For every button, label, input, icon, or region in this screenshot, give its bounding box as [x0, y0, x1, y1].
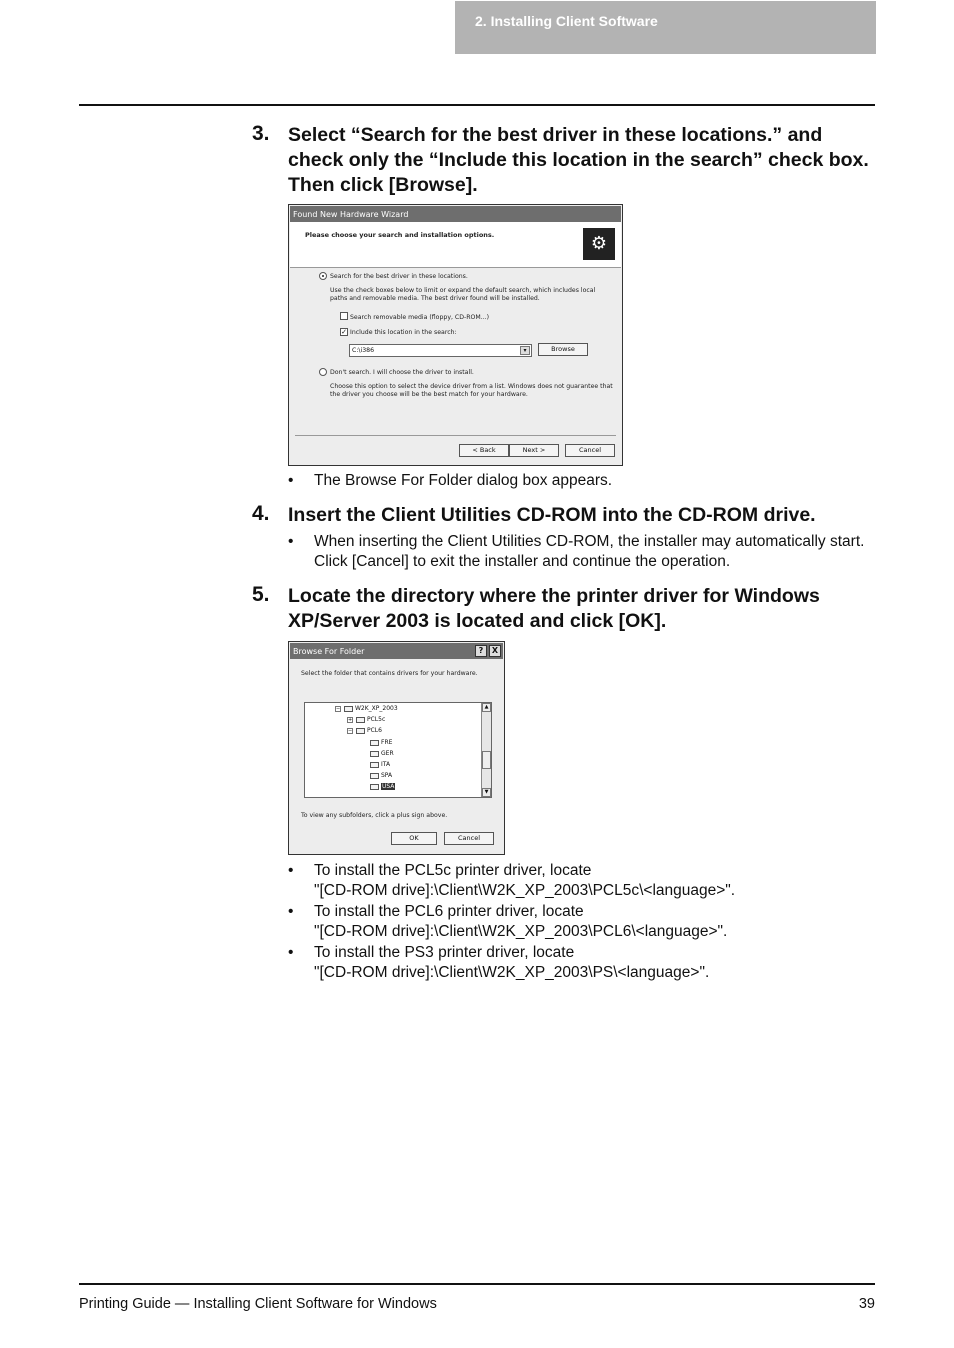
tree-node-w2k-xp-2003[interactable]: − W2K_XP_2003 [336, 705, 398, 712]
help-icon[interactable]: ? [475, 645, 487, 657]
option-search-desc: Use the check boxes below to limit or expand the default search, which includes local paths and removable media. The best driver found will be installed. [330, 287, 596, 302]
browse-hint: To view any subfolders, click a plus sign above. [301, 812, 448, 819]
bullet-line-2: "[CD-ROM drive]:\Client\W2K_XP_2003\PS\<language>". [314, 964, 710, 981]
bullet-line-1: To install the PCL5c printer driver, locate [314, 862, 592, 879]
hardware-wizard-icon: ⚙ [583, 228, 615, 260]
tree-node-usa[interactable]: USA [370, 782, 395, 791]
wizard-header-panel [290, 222, 621, 268]
footer-title: Printing Guide — Installing Client Software for Windows [79, 1296, 437, 1312]
step-3-number: 3. [252, 122, 270, 145]
wizard-titlebar: Found New Hardware Wizard [290, 206, 621, 222]
folder-icon [344, 706, 353, 712]
chevron-down-icon[interactable]: ▾ [520, 346, 530, 355]
step-5-number: 5. [252, 583, 270, 606]
bullet-pcl5c [288, 861, 878, 901]
tree-scrollbar[interactable] [481, 703, 491, 797]
browse-instruction: Select the folder that contains drivers for your hardware. [301, 670, 478, 677]
tree-node-ita[interactable]: ITA [370, 760, 390, 769]
step-4-number: 4. [252, 502, 270, 525]
bullet-line-1: To install the PCL6 printer driver, locate [314, 903, 584, 920]
tree-node-ger[interactable]: GER [370, 749, 394, 758]
found-new-hardware-wizard-screenshot [288, 204, 623, 466]
path-combo[interactable] [349, 344, 532, 357]
folder-icon [370, 773, 379, 779]
bullet-marker: • [288, 903, 294, 920]
checkbox-removable-media[interactable] [340, 312, 348, 320]
radio-dont-search[interactable] [319, 368, 327, 376]
wizard-heading: Please choose your search and installation options. [305, 231, 495, 239]
bullet-line-1: To install the PS3 printer driver, locate [314, 944, 575, 961]
radio-search-best[interactable] [319, 272, 327, 280]
folder-icon [370, 740, 379, 746]
bullet-line-2: "[CD-ROM drive]:\Client\W2K_XP_2003\PCL6\<language>". [314, 923, 728, 940]
browse-button[interactable]: Browse [538, 343, 588, 356]
bullet-marker: • [288, 944, 294, 961]
bullet-line-2: "[CD-ROM drive]:\Client\W2K_XP_2003\PCL5c\<language>". [314, 882, 736, 899]
next-button[interactable]: Next > [509, 444, 559, 457]
bullet-pcl6 [288, 902, 878, 942]
page-number: 39 [858, 1296, 875, 1312]
bullet-marker: • [288, 533, 294, 550]
wizard-separator [295, 435, 616, 436]
bullet-installer-autostart [288, 532, 878, 572]
tree-node-spa[interactable]: SPA [370, 771, 392, 780]
bullet-marker: • [288, 862, 294, 879]
check-removable-label: Search removable media (floppy, CD-ROM...) [350, 314, 490, 321]
section-title: 2. Installing Client Software [475, 13, 658, 29]
browse-titlebar: Browse For Folder [290, 643, 503, 659]
path-value: C:\i386 [352, 347, 375, 354]
option-search-label: Search for the best driver in these locations. [330, 273, 468, 280]
collapse-icon[interactable]: − [348, 727, 353, 734]
scroll-down-icon[interactable]: ▼ [482, 788, 491, 797]
bullet-ps3 [288, 943, 878, 983]
bottom-rule [79, 1283, 875, 1285]
wizard-cancel-button[interactable]: Cancel [565, 444, 615, 457]
bullet-text: When inserting the Client Utilities CD-ROM, the installer may automatically start. Click [Cancel] to exit the installer and continue the operation. [314, 533, 865, 570]
step-4-text: Insert the Client Utilities CD-ROM into the CD-ROM drive. [288, 504, 816, 526]
ok-button[interactable]: OK [391, 832, 437, 845]
browse-cancel-button[interactable]: Cancel [444, 832, 494, 845]
folder-icon [370, 762, 379, 768]
step-5-text: Locate the directory where the printer driver for Windows XP/Server 2003 is located and click [OK]. [288, 585, 820, 632]
scroll-thumb[interactable] [482, 751, 491, 769]
tree-node-pcl5c[interactable]: + PCL5c [348, 716, 386, 723]
browse-for-folder-screenshot [288, 641, 505, 855]
option-dont-desc: Choose this option to select the device driver from a list. Windows does not guarantee that the driver you choose will be the best match for your hardware. [330, 383, 613, 398]
bullet-marker: • [288, 472, 294, 489]
bullet-text: The Browse For Folder dialog box appears. [314, 472, 613, 489]
close-icon[interactable]: X [489, 645, 501, 657]
checkbox-include-location[interactable]: ✓ [341, 328, 347, 336]
folder-icon [356, 728, 365, 734]
tree-node-pcl6[interactable]: − PCL6 [348, 727, 382, 734]
expand-icon[interactable]: + [348, 716, 353, 723]
tree-node-fre[interactable]: FRE [370, 738, 392, 747]
top-rule [79, 104, 875, 106]
back-button[interactable]: < Back [459, 444, 509, 457]
bullet-browse-appears [288, 471, 878, 491]
scroll-up-icon[interactable]: ▲ [482, 703, 491, 712]
folder-icon [356, 717, 365, 723]
option-dont-label: Don't search. I will choose the driver to install. [330, 369, 474, 376]
step-3-text: Select “Search for the best driver in these locations.” and check only the “Include this location in the search” check box. Then click [Browse]. [288, 124, 869, 196]
folder-tree[interactable] [304, 702, 492, 798]
collapse-icon[interactable]: − [336, 705, 341, 712]
folder-icon [370, 784, 379, 790]
section-header-tab [455, 1, 876, 54]
folder-icon [370, 751, 379, 757]
check-include-label: Include this location in the search: [350, 329, 457, 336]
